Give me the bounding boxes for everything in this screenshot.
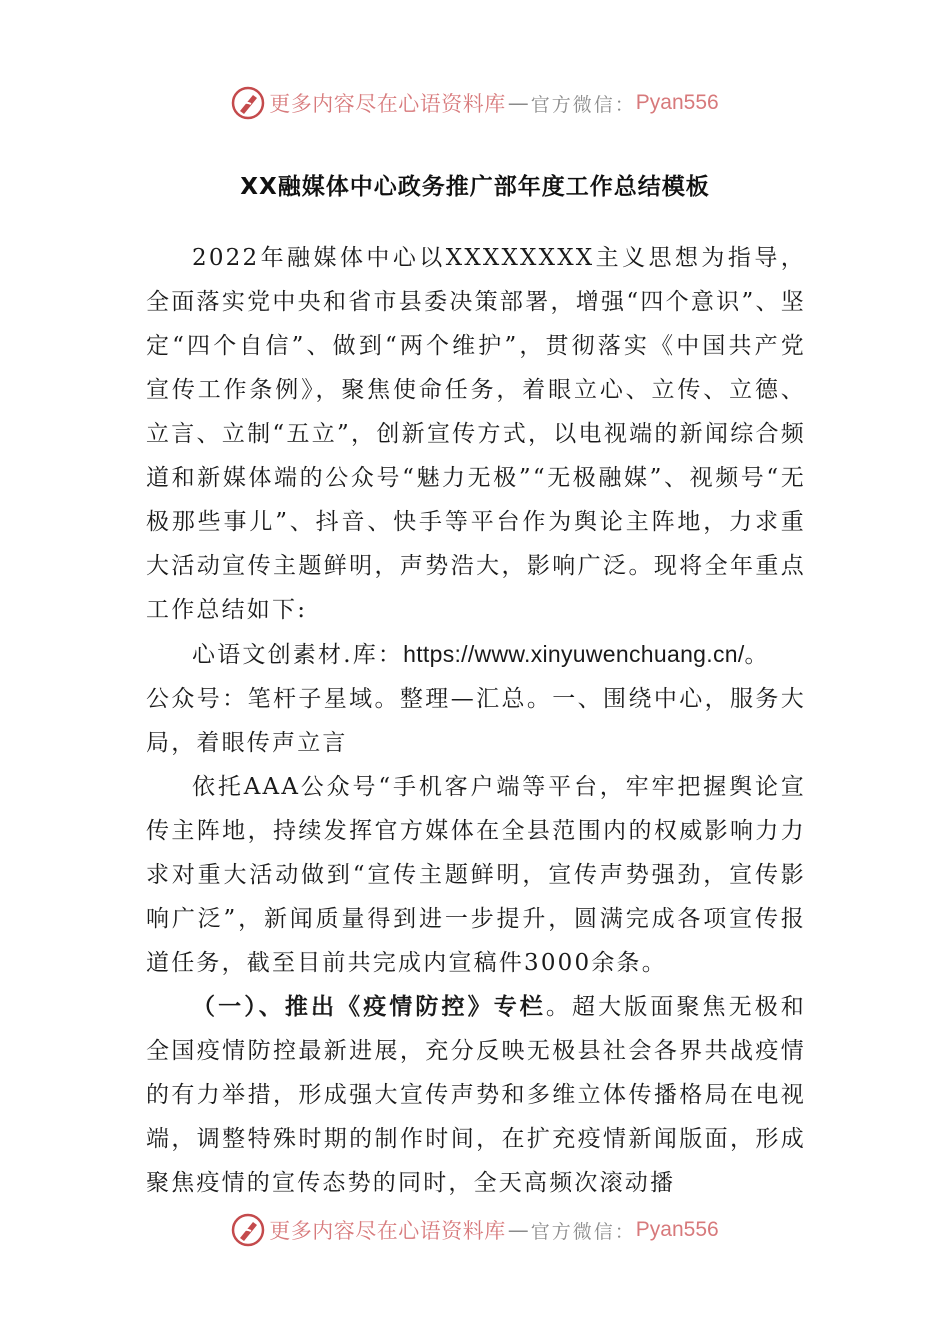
banner-brand: 更多内容尽在心语资料库 <box>269 92 506 116</box>
subsection-heading: （一）、推出《疫情防控》专栏 <box>192 994 546 1020</box>
footer-banner <box>0 1210 950 1250</box>
subsection-text: 。超大版面聚焦无极和全国疫情防控最新进展，充分反映无极县社会各界共战疫情的有力举措，形成强大宣传声势和多维立体传播格局在电视端，调整特殊时期的制作时间，在扩充疫情新闻版面，形成聚焦疫情的宣传态势的同时，全天高频次滚动播 <box>146 994 807 1196</box>
body-paragraph-3 <box>146 985 806 1205</box>
document-title: XX融媒体中心政务推广部年度工作总结模板 <box>240 174 710 200</box>
banner-brand: 更多内容尽在心语资料库 <box>269 1219 506 1243</box>
banner-contact-label: 官方微信： <box>530 1220 636 1243</box>
banner-dash: — <box>507 1218 529 1242</box>
header-banner <box>0 83 950 123</box>
banner-wechat-id: Pyan556 <box>635 1218 719 1241</box>
source-url-link[interactable]: https://www.xinyuwenchuang.cn/ <box>403 641 745 667</box>
banner-wechat-id: Pyan556 <box>635 91 719 114</box>
source-suffix: 。 <box>744 642 770 668</box>
source-prefix: 心语文创素材.库： <box>192 642 404 668</box>
section-one-heading: 公众号：笔杆子星域。整理—汇总。一、围绕中心，服务大局，着眼传声立言 <box>146 686 806 756</box>
intro-paragraph: 2022年融媒体中心以XXXXXXXX主义思想为指导，全面落实党中央和省市县委决策部署，增强“四个意识”、坚定“四个自信”、做到“两个维护”，贯彻落实《中国共产党宣传工作条例》，聚焦使命任务，着眼立心、立传、立德、立言、立制“五立”，创新宣传方式，以电视端的新闻综合频道和新媒体端的公众号“魅力无极”“无极融媒”、视频号“无极那些事儿”、抖音、快手等平台作为舆论主阵地，力求重大活动宣传主题鲜明，声势浩大，影响广泛。现将全年重点工作总结如下: <box>146 245 806 623</box>
pen-logo-icon <box>231 1213 265 1247</box>
pen-logo-icon <box>231 86 265 120</box>
body-paragraph-2: 依托AAA公众号“手机客户端等平台，牢牢把握舆论宣传主阵地，持续发挥官方媒体在全县范围内的权威影响力力求对重大活动做到“宣传主题鲜明，宣传声势强劲，宣传影响广泛”，新闻质量得到进一步提升，圆满完成各项宣传报道任务，截至目前共完成内宣稿件3000余条。 <box>146 774 806 976</box>
document-body <box>146 236 806 1205</box>
banner-dash: — <box>507 91 529 115</box>
banner-contact-label: 官方微信： <box>530 93 636 116</box>
source-paragraph <box>146 632 806 677</box>
